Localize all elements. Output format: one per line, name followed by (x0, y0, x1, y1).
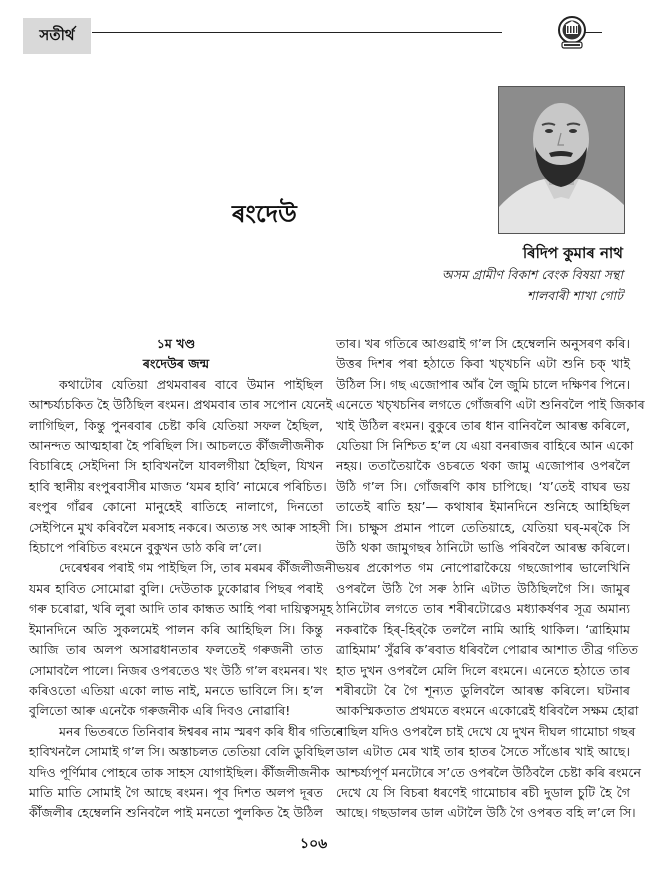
text-line: ঠানিটোৰ লগতে তাৰ শৰীৰটোৱেও মধ্যাকৰ্ষণৰ সূত্ৰ অমান্য (336, 601, 630, 617)
author-byline (442, 242, 623, 306)
text-line: কীঁজলীৰ হেম্বেলনি শুনিবলৈ পাই মনতো পুলকিত হৈ উঠিল (29, 805, 323, 821)
text-line: বিচাৰিহে সেইদিনা সি হাবিখনলৈ যাবলগীয়া হৈছিল, যিখন (29, 458, 323, 474)
text-line: হাবিখনলৈ সোমাই গ’ল সি। অস্তাচলত তেতিয়া বেলি ডুবিছিল (29, 744, 335, 760)
text-line: দেখে যে সি বিচৰা ধৰণেই গামোচাৰ ৰচী দুডাল চুটি হৈ গৈ (336, 784, 630, 800)
author-portrait-photo (498, 86, 625, 234)
author-branch: শালবাৰী শাখা গোট (526, 288, 623, 303)
text-line: নহয়। ততাতৈয়াকৈ ওচৰতে থকা জামু এজোপাৰ ওপৰলৈ (336, 458, 630, 474)
text-line: আশ্চৰ্য্যপূৰ্ণ মনটোৰে স’তে ওপৰলৈ উঠিবলৈ চেষ্টা কৰি ৰংমনে (336, 764, 641, 780)
bank-emblem-icon (556, 15, 588, 51)
article-right-column (336, 334, 645, 824)
text-line: নাছিল যদিও ওপৰলৈ চাই দেখে যে দুখন দীঘল গামোচা গছৰ (336, 723, 636, 739)
text-line: এনেতে খচ্‌খচনিৰ লগতে গোঁজৰণি এটা শুনিবলৈ পাই জিকাৰ (336, 397, 645, 413)
part-label: ১ম খণ্ড (156, 336, 196, 351)
header-divider (92, 32, 502, 33)
author-name: ৰিদিপ কুমাৰ নাথ (522, 244, 623, 262)
text-line: তাৰ। খৰ গতিৰে আগুৱাই গ’ল সি হেম্বেলনি অনুসৰণ কৰি। (336, 336, 630, 351)
text-line: হিচাপে পৰিচিত ৰংমনে বুকুখন ডাঠ কৰি ল’লে। (29, 540, 262, 556)
text-line: মনৰ ভিতৰতে তিনিবাৰ ঈশ্বৰৰ নাম স্মৰণ কৰি ধীৰ গতিৰে (59, 723, 344, 739)
text-line: ৰংপুৰ গাঁৱৰ কোনো মানুহেই ৰাতিহে নালাগে, দিনতো (29, 499, 323, 515)
text-line: যমৰ হাবিত সোমোৱা বুলি। দেউতাক ঢুকোৱাৰ পিছৰ পৰাই (29, 580, 323, 596)
magazine-name-tab (23, 18, 91, 54)
text-line: উঠি গ’ল সি। গোঁজৰণি কাষ চাপিছে। ‘য’তেই বাঘৰ ভয় (336, 478, 630, 494)
text-line: আছে। গছডালৰ ডাল এটালৈ উঠি গৈ ওপৰত বহি ল’লে সি। (336, 805, 636, 821)
text-line: খাই উঠিল ৰংমন। বুকুৰে তাৰ ধান বানিবলৈ আৰম্ভ কৰিলে, (336, 417, 630, 433)
text-line: উঠি থকা জামুগছৰ ঠানিটো ভাঙি পৰিবলৈ আৰম্ভ কৰিলে। (336, 540, 630, 556)
text-line: ওপৰলৈ উঠি গৈ সৰু ঠানি এটাত উঠিছিলগৈ সি। জামুৰ (336, 580, 630, 596)
text-line: হাবি স্থানীয় ৰংপুৰবাসীৰ মাজত ‘যমৰ হাবি’ নামেৰে পৰিচিত। (29, 478, 327, 494)
text-line: বুলিতো আৰু এনেকৈ গৰুজনীক এৰি দিবও নোৱাৰি! (29, 703, 291, 719)
text-line: উত্তৰ দিশৰ পৰা হঠাতে কিবা খচ্‌খচনি এটা শুনি চক্‌ খাই (336, 356, 630, 372)
text-line: লাগিছিল, কিন্তু পুনৰবাৰ চেষ্টা কৰি যেতিয়া সফল হৈছিল, (29, 417, 323, 433)
article-left-column (29, 334, 344, 824)
text-line: হাত দুখন ওপৰলৈ মেলি দিলে ৰংমনে। এনেতে হঠাতে তাৰ (336, 662, 630, 678)
text-line: আকস্মিকতাত প্ৰথমতে ৰংমনে একোৱেই ধৰিবলৈ সক্ষম হোৱা (336, 703, 639, 719)
text-line: নকৰাকৈ হিৰ্‌-হিৰ্‌কৈ তললৈ নামি আহি থাকিল। ‘ত্ৰাহিমাম (336, 621, 630, 637)
text-line: ইমানদিনে অতি সুকলমেই পালন কৰি আহিছিল সি। কিন্তু (29, 621, 323, 637)
text-line: আজি তাৰ অলপ অসাৱধানতাৰ ফলতেই গৰুজনী তাত (29, 642, 323, 658)
text-line: সেইপিনে মুখ কৰিবলৈ মৰসাহ নকৰে। অত্যন্ত সৎ আৰু সাহসী (29, 519, 331, 535)
magazine-name: সতীৰ্থ (39, 25, 75, 44)
text-line: যেতিয়া সি নিশ্চিত হ’ল যে এয়া বনৰাজৰ বাহিৰে আন একো (336, 438, 634, 454)
section-title: ৰংদেউৰ জন্ম (142, 356, 210, 372)
text-line: শৰীৰটো ৰৈ গৈ শূন্যত ডুলিবলৈ আৰম্ভ কৰিলে। ঘটনাৰ (336, 682, 630, 698)
text-line: ডাল এটাত মেৰ খাই তাৰ হাতৰ সৈতে সাঁঙোৰ খাই আছে। (336, 744, 630, 760)
text-line: গৰু চৰোৱা, খৰি লুৰা আদি তাৰ কান্ধত আহি পৰা দায়িত্বসমূহ (29, 601, 333, 617)
article-title: ৰংদেউ (232, 200, 297, 228)
text-line: সোমাবলৈ পালে। নিজৰ ওপৰতেও খং উঠি গ’ল ৰংমনৰ। খং (29, 662, 328, 678)
text-line: উঠিল সি। গছ এজোপাৰ আঁৰ লৈ জুমি চালে দক্ষিণৰ পিনে। (336, 376, 631, 392)
text-line: ত্ৰাহিমাম’ সুঁৱৰি ক’ৰবাত ধৰিবলৈ পোৱাৰ আশাত তীব্ৰ গতিত (336, 642, 639, 658)
text-line: কথাটোৰ যেতিয়া প্ৰথমবাৰৰ বাবে উমান পাইছিল (59, 376, 323, 392)
text-line: মাতি মাতি সোমাই গৈ আছে ৰংমন। পূব দিশত অলপ দূৰত (29, 784, 323, 800)
text-line: সি। চাক্ষুস প্ৰমান পালে তেতিয়াহে, যেতিয়া ঘৰ্‌-মৰ্‌কৈ সি (336, 519, 630, 535)
text-line: দেৰেশ্বৰৰ পৰাই গম পাইছিল সি, তাৰ মৰমৰ কীঁজলীজনী (59, 560, 337, 576)
author-organization: অসম গ্ৰামীণ বিকাশ বেংক বিষয়া সন্থা (441, 267, 623, 282)
page-number: ১০৬ (300, 836, 328, 852)
text-line: কৰিওতো এতিয়া একো লাভ নাই, মনতে ভাবিলে সি। হ’ল (29, 682, 323, 698)
text-line: আশ্চৰ্য্যচকিত হৈ উঠিছিল ৰংমন। প্ৰথমবাৰ তাৰ সপোন যেনেই (29, 397, 333, 413)
text-line: যদিও পূৰ্ণিমাৰ পোহৰে তাক সাহস যোগাইছিল। কীঁজলীজনীক (29, 764, 330, 780)
text-line: তাতেই ৰাতি হয়’— কথাষাৰ ইমানদিনে শুনিহে আহিছিল (336, 499, 630, 515)
text-line: আনন্দত আত্মহাৰা হৈ পৰিছিল সি। আচলতে কীঁজলীজনীক (29, 438, 324, 454)
text-line: ভয়ৰ প্ৰকোপত গম নোপোৱাকৈয়ে গছজোপাৰ ভালেখিনি (336, 560, 630, 576)
